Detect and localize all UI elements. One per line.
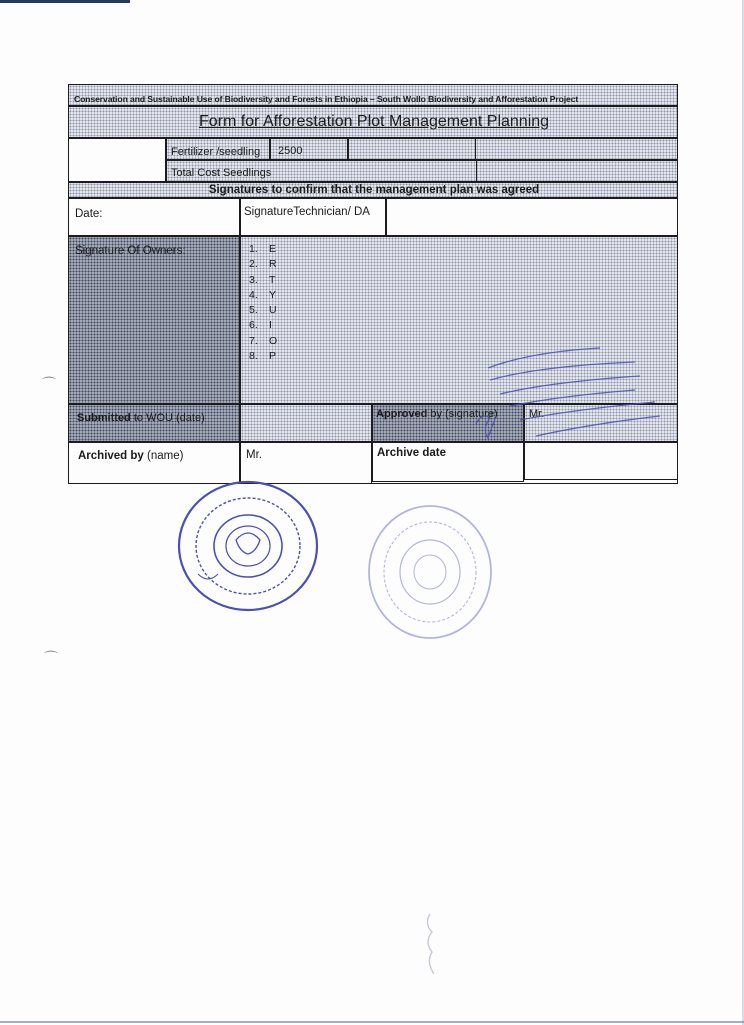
signatures-heading: Signatures to confirm that the management plan was agreed [208, 184, 540, 196]
owner-row: 2. R [249, 258, 277, 271]
official-seal-stamp [176, 478, 322, 614]
bleed-through-mark [412, 910, 442, 980]
faded-seal-stamp [366, 504, 496, 644]
punch-hole-mark: ⌒ [44, 650, 58, 666]
owner-row: 8. P [249, 350, 277, 363]
total-cost-empty-cell [476, 160, 678, 182]
punch-hole-mark: ⌒ [42, 376, 56, 392]
technician-signature-cell [386, 198, 678, 236]
fertilizer-empty-cell [348, 138, 476, 160]
approval-ink-stamp [470, 340, 680, 460]
owners-list [249, 242, 277, 364]
technician-label: SignatureTechnician/ DA [244, 206, 370, 218]
scan-edge-bottom [0, 1021, 744, 1023]
date-label: Date: [75, 208, 103, 220]
fertilizer-label: Fertilizer /seedling [171, 146, 261, 158]
owners-label-cell [68, 236, 240, 404]
owner-row: 5. U [249, 304, 277, 317]
form-title: Form for Afforestation Plot Management Planning [198, 113, 550, 130]
project-title: Conservation and Sustainable Use of Biodiversity and Forests in Ethiopia – South Wollo Biodiversity and Afforestation Project [74, 94, 579, 104]
approved-label: Approved by (signature) [376, 408, 498, 420]
owners-label: Signature Of Owners: [75, 245, 186, 257]
archived-value: Mr. [246, 449, 262, 461]
owner-row: 1. E [249, 243, 277, 255]
archive-date-label: Archive date [377, 447, 447, 459]
submitted-label: Submitted to WOU (date) [77, 412, 205, 424]
archived-label: Archived by (name) [78, 450, 184, 462]
blank-left-cell [68, 138, 166, 182]
owner-row: 6. I [249, 319, 272, 332]
owner-row: 4. Y [249, 288, 277, 301]
total-cost-label: Total Cost Seedlings [171, 167, 272, 179]
owner-row: 7. O [249, 334, 278, 347]
approved-value: Mr. [529, 408, 545, 420]
submitted-value-cell [240, 404, 372, 442]
fertilizer-value: 2500 [278, 145, 303, 157]
owner-row: 3. T [249, 273, 276, 286]
scan-edge-top [0, 0, 130, 3]
